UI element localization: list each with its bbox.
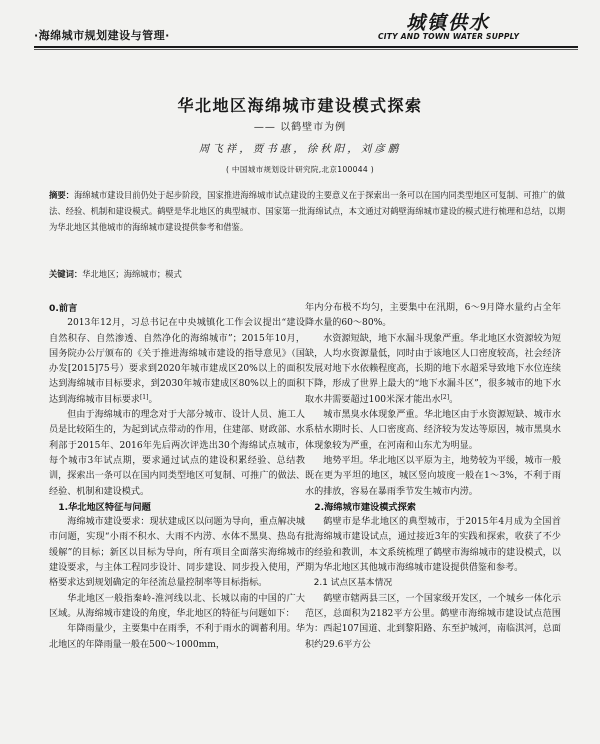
- section-heading-2: 2.海绵城市建设模式探索: [314, 501, 416, 513]
- article-authors: 周飞祥，贾书惠，徐秋阳，刘彦鹏: [198, 143, 402, 155]
- keywords-text: 华北地区；海绵城市；模式: [82, 269, 182, 279]
- paragraph: 水资源短缺，地下水漏斗现象严重。华北地区水资源较为短缺，人均水资源量低，同时由于该地区人口密度较高，社会经济发展对地下水依赖程度高，长期的地下水超采导致地下水位连续下降，形成了世界上最大的“地下水漏斗区”，很多城市的地下水取水井需要超过100米深才能出水[2]。: [305, 333, 561, 405]
- body-column-right: [305, 301, 561, 653]
- paragraph: 城市黑臭水体现象严重。华北地区由于水资源短缺、城市水系枯水期时长、人口密度高、经济较为发达等原因，城市黑臭水体现象较为严重，在河南和山东尤为明显。: [305, 410, 561, 451]
- article-title: 华北地区海绵城市建设模式探索: [177, 96, 423, 115]
- body-column-left: [49, 301, 305, 653]
- keywords: [49, 268, 565, 280]
- paragraph: 华北地区一般指秦岭-淮河线以北、长城以南的中国的广大区域。从海绵城市建设的角度，华北地区的特征与问题如下：: [49, 593, 305, 619]
- journal-column-label: ·海绵城市规划建设与管理·: [34, 29, 170, 42]
- paragraph: 鹤壁市是华北地区的典型城市，于2015年4月成为全国首批海绵城市建设试点，通过接近3年的实践和探索，收获了不少的经验和教训，本文系统梳理了鹤壁市海绵城市的建设模式，以期为华北地区其他城市海绵城市建设提供借鉴和参考。: [305, 517, 561, 574]
- article-affiliation: ( 中国城市规划设计研究院,北京100044 ): [225, 165, 375, 174]
- article-subtitle: —— 以鹤壁市为例: [253, 122, 347, 133]
- header-rule: [34, 46, 578, 48]
- citation-ref: [1]: [139, 393, 149, 401]
- paragraph: 鹤壁市辖两县三区，一个国家级开发区，一个城乡一体化示范区，总面积为2182平方公里。鹤壁市海绵城市建设试点范围为：西起107国道、北到黎阳路、东至护城河，南临淇河，总面积约29.6平方公: [305, 593, 561, 650]
- paragraph: 2013年12月，习总书记在中央城镇化工作会议提出“建设自然积存、自然渗透、自然净化的海绵城市”；2015年10月，国务院办公厅颁布的《关于推进海绵城市建设的指导意见》（国办发[2015]75号）要求到2020年城市建成区20%以上的面积达到海绵城市目标要求，到2030年城市建成区80%以上的面积达到海绵城市目标要求[1]。: [49, 318, 305, 405]
- paragraph: 海绵城市建设要求：现状建成区以问题为导向，重点解决城市问题，实现“小雨不积水、大雨不内涝、水体不黑臭、热岛有缓解”的目标；新区以目标为导向，所有项目全面落实海绵城市建设要求，与主体工程同步设计、同步建设、同步投入使用，严格要求达到规划确定的年径流总量控制率等目标指标。: [49, 517, 305, 589]
- paragraph: 年内分布极不均匀，主要集中在汛期，6～9月降水量约占全年降水量的60～80%。: [305, 303, 561, 329]
- section-heading-intro: 0.前言: [49, 303, 78, 314]
- header-rule-thin: [34, 49, 578, 50]
- abstract-text: 海绵城市建设目前仍处于起步阶段，国家推进海绵城市试点建设的主要意义在于探索出一条可以在国内同类型地区可复制、可推广的做法、经验、机制和建设模式。鹤壁是华北地区的典型城市、国家第一批海绵试点，本文通过对鹤壁海绵城市建设的模式进行梳理和总结，以期为华北地区其他城市的海绵城市建设提供参考和借鉴。: [49, 190, 565, 232]
- paragraph: 年降雨量少，主要集中在雨季，不利于雨水的调蓄利用。华北地区的年降雨量一般在500～1000mm，: [49, 624, 305, 650]
- paragraph: 地势平坦。华北地区以平原为主，地势较为平缓，城市一般既在更为平坦的地区，城区竖向坡度一般在1～3%，不利于雨水的排放，容易在暴雨季节发生城市内涝。: [305, 455, 561, 497]
- abstract: [49, 187, 565, 235]
- section-heading-1: 1.华北地区特征与问题: [58, 501, 151, 513]
- paragraph: 但由于海绵城市的理念对于大部分城市、设计人员、施工人员是比较陌生的，为起到试点带动的作用，住建部、财政部、水利部于2015年、2016年先后两次评选出30个海绵试点城市，每个城市3年试点期，要求通过试点的建设积累经验、总结教训，探索出一条可以在国内同类型地区可复制、可推广的做法、经验、机制和建设模式。: [49, 410, 305, 497]
- journal-logo-en: CITY AND TOWN WATER SUPPLY: [378, 32, 520, 41]
- section-heading-2-1: 2.1 试点区基本情况: [313, 578, 393, 589]
- keywords-label: 关键词：: [49, 269, 83, 279]
- citation-ref: [2]: [440, 393, 450, 401]
- journal-logo-cn: 城镇供水: [406, 12, 491, 34]
- abstract-label: 摘要：: [49, 190, 74, 200]
